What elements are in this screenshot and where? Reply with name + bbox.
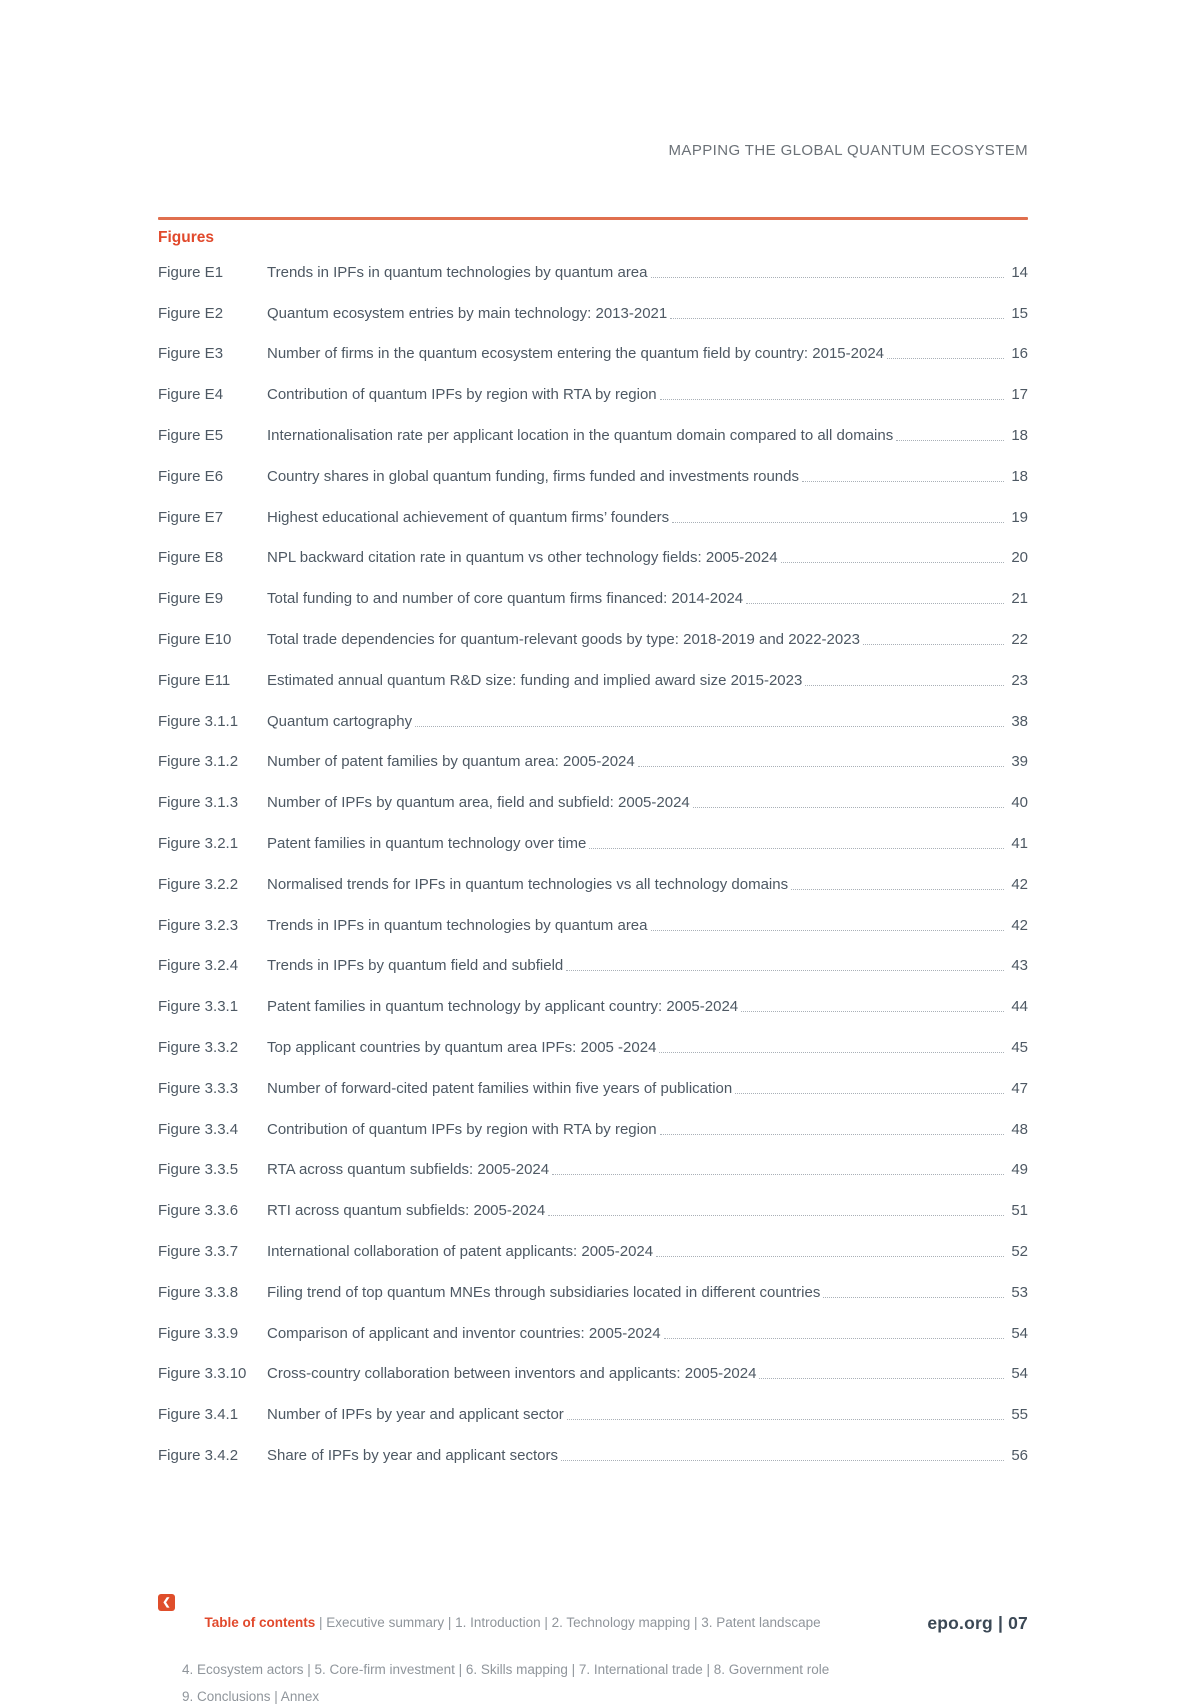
figure-entry[interactable]	[158, 342, 1028, 363]
figure-entry-page: 45	[1011, 1038, 1028, 1056]
figure-entry-title: Trends in IPFs by quantum field and subfield	[267, 957, 564, 975]
figure-entry-title: Estimated annual quantum R&D size: funding and implied award size 2015-2023	[267, 671, 803, 689]
figure-entry-label: Figure E8	[158, 549, 224, 567]
figure-entry[interactable]	[158, 831, 1028, 852]
footer-link-table-of-contents[interactable]: Table of contents	[204, 1615, 316, 1630]
dotted-leader	[781, 562, 1004, 563]
figure-list	[158, 260, 1028, 1464]
footer-site-pagenumber	[897, 1593, 1028, 1653]
figure-entry-page: 42	[1011, 875, 1028, 893]
figure-entry-page: 18	[1011, 426, 1028, 444]
figure-entry-label: Figure 3.3.7	[158, 1242, 239, 1260]
figure-entry[interactable]	[158, 1402, 1028, 1423]
figure-entry-title: Trends in IPFs in quantum technologies by quantum area	[267, 263, 648, 281]
figure-entry[interactable]	[158, 546, 1028, 567]
figure-entry-page: 54	[1011, 1324, 1028, 1342]
figure-entry-label: Figure E10	[158, 630, 232, 648]
figure-entry-title: Number of forward-cited patent families within five years of publication	[267, 1079, 733, 1097]
figure-entry-title: Patent families in quantum technology over time	[267, 834, 587, 852]
figure-entry-label: Figure 3.3.5	[158, 1161, 239, 1179]
footer-divider: |	[992, 1613, 1009, 1633]
dotted-leader	[548, 1215, 1004, 1216]
figure-entry-title: Normalised trends for IPFs in quantum technologies vs all technology domains	[267, 875, 789, 893]
figure-entry[interactable]	[158, 954, 1028, 975]
figure-entry-title: Highest educational achievement of quantum firms’ founders	[267, 508, 670, 526]
figure-entry[interactable]	[158, 1076, 1028, 1097]
figure-entry-page: 54	[1011, 1365, 1028, 1383]
figure-entry-label: Figure E9	[158, 590, 224, 608]
figure-entry-page: 17	[1011, 386, 1028, 404]
dotted-leader	[660, 399, 1004, 400]
figure-entry-page: 43	[1011, 957, 1028, 975]
footer-nav-text-3[interactable]: 9. Conclusions | Annex	[182, 1689, 320, 1704]
footer-site: epo.org	[927, 1613, 993, 1633]
figure-entry-label: Figure 3.4.2	[158, 1446, 239, 1464]
dotted-leader	[887, 358, 1004, 359]
figure-entry-title: Cross-country collaboration between inventors and applicants: 2005-2024	[267, 1365, 757, 1383]
figure-entry-title: Share of IPFs by year and applicant sectors	[267, 1446, 558, 1464]
figure-entry-title: RTA across quantum subfields: 2005-2024	[267, 1161, 550, 1179]
dotted-leader	[823, 1297, 1004, 1298]
figure-entry-page: 44	[1011, 998, 1028, 1016]
figure-entry-page: 42	[1011, 916, 1028, 934]
figure-entry-title: Number of firms in the quantum ecosystem entering the quantum field by country: 2015-2024	[267, 345, 884, 363]
figure-entry-label: Figure 3.1.3	[158, 794, 239, 812]
figure-entry-label: Figure 3.3.6	[158, 1202, 239, 1220]
figure-entry-page: 40	[1011, 794, 1028, 812]
figure-entry-label: Figure 3.3.9	[158, 1324, 239, 1342]
figure-entry[interactable]	[158, 260, 1028, 281]
figure-entry-page: 53	[1011, 1283, 1028, 1301]
dotted-leader	[651, 277, 1005, 278]
figure-entry-title: Comparison of applicant and inventor countries: 2005-2024	[267, 1324, 661, 1342]
figure-entry[interactable]	[158, 1280, 1028, 1301]
figure-entry-page: 49	[1011, 1161, 1028, 1179]
figure-entry[interactable]	[158, 790, 1028, 811]
figure-entry-label: Figure E5	[158, 426, 224, 444]
figure-entry-label: Figure 3.3.1	[158, 998, 239, 1016]
figure-entry[interactable]	[158, 668, 1028, 689]
figure-entry[interactable]	[158, 1321, 1028, 1342]
figure-entry-label: Figure E3	[158, 345, 224, 363]
figure-entry[interactable]	[158, 1158, 1028, 1179]
figure-entry-page: 56	[1011, 1446, 1028, 1464]
figure-entry-title: Top applicant countries by quantum area IPFs: 2005 -2024	[267, 1038, 657, 1056]
dotted-leader	[735, 1093, 1004, 1094]
figure-entry-page: 23	[1011, 671, 1028, 689]
figure-entry[interactable]	[158, 1443, 1028, 1464]
figure-entry-page: 48	[1011, 1120, 1028, 1138]
dotted-leader	[759, 1378, 1004, 1379]
dotted-leader	[660, 1134, 1004, 1135]
dotted-leader	[791, 889, 1004, 890]
figure-entry-title: Country shares in global quantum funding, firms funded and investments rounds	[267, 467, 799, 485]
figure-entry-page: 20	[1011, 549, 1028, 567]
figure-entry-page: 41	[1011, 834, 1028, 852]
figure-entry[interactable]	[158, 1198, 1028, 1219]
figure-entry-page: 52	[1011, 1242, 1028, 1260]
section-divider	[158, 217, 1028, 220]
figure-entry[interactable]	[158, 1362, 1028, 1383]
dotted-leader	[863, 644, 1004, 645]
footer-page-number: 07	[1008, 1613, 1028, 1633]
dotted-leader	[670, 318, 1004, 319]
figure-entry[interactable]	[158, 423, 1028, 444]
figure-entry-label: Figure E11	[158, 671, 231, 689]
figure-entry-page: 47	[1011, 1079, 1028, 1097]
figure-entry-page: 14	[1011, 263, 1028, 281]
dotted-leader	[566, 970, 1004, 971]
figure-entry-title: Total trade dependencies for quantum-relevant goods by type: 2018-2019 and 2022-2023	[267, 630, 860, 648]
dotted-leader	[415, 726, 1004, 727]
figure-entry-title: Trends in IPFs in quantum technologies by quantum area	[267, 916, 648, 934]
dotted-leader	[561, 1460, 1004, 1461]
figure-entry-page: 18	[1011, 467, 1028, 485]
dotted-leader	[805, 685, 1004, 686]
figure-entry-label: Figure 3.2.2	[158, 875, 239, 893]
figure-entry[interactable]	[158, 301, 1028, 322]
dotted-leader	[552, 1174, 1004, 1175]
figure-entry-page: 19	[1011, 508, 1028, 526]
figure-entry-label: Figure 3.1.2	[158, 753, 239, 771]
figure-entry-title: Patent families in quantum technology by applicant country: 2005-2024	[267, 998, 739, 1016]
dotted-leader	[664, 1338, 1004, 1339]
back-chevron-icon[interactable]: ❮	[158, 1594, 175, 1611]
figure-entry-title: NPL backward citation rate in quantum vs other technology fields: 2005-2024	[267, 549, 778, 567]
dotted-leader	[567, 1419, 1004, 1420]
figure-entry[interactable]	[158, 1117, 1028, 1138]
figure-entry-title: International collaboration of patent applicants: 2005-2024	[267, 1242, 654, 1260]
figure-entry-label: Figure E4	[158, 386, 224, 404]
figure-entry[interactable]	[158, 913, 1028, 934]
document-page	[158, 0, 1028, 1484]
figure-entry-page: 55	[1011, 1406, 1028, 1424]
figure-entry-title: Quantum cartography	[267, 712, 413, 730]
figure-entry[interactable]	[158, 464, 1028, 485]
figure-entry-label: Figure 3.3.2	[158, 1038, 239, 1056]
figure-entry[interactable]	[158, 1035, 1028, 1056]
dotted-leader	[589, 848, 1004, 849]
dotted-leader	[746, 603, 1004, 604]
figure-entry[interactable]	[158, 382, 1028, 403]
figure-entry[interactable]	[158, 627, 1028, 648]
dotted-leader	[693, 807, 1004, 808]
figure-entry[interactable]	[158, 872, 1028, 893]
figure-entry-page: 38	[1011, 712, 1028, 730]
figure-entry-label: Figure 3.2.4	[158, 957, 239, 975]
figure-entry-label: Figure E7	[158, 508, 224, 526]
figure-entry-page: 51	[1011, 1202, 1028, 1220]
figure-entry-title: RTI across quantum subfields: 2005-2024	[267, 1202, 546, 1220]
figure-entry-title: Number of IPFs by year and applicant sector	[267, 1406, 564, 1424]
dotted-leader	[638, 766, 1004, 767]
figure-entry[interactable]	[158, 750, 1028, 771]
figure-entry-label: Figure 3.3.8	[158, 1283, 239, 1301]
figure-entry-label: Figure E2	[158, 304, 224, 322]
figure-entry-title: Number of IPFs by quantum area, field and subfield: 2005-2024	[267, 794, 690, 812]
figure-entry[interactable]	[158, 994, 1028, 1015]
figure-entry-title: Filing trend of top quantum MNEs through subsidiaries located in different countries	[267, 1283, 821, 1301]
figure-entry-title: Internationalisation rate per applicant location in the quantum domain compared to all domains	[267, 426, 894, 444]
footer-nav-line1	[158, 1593, 1028, 1653]
footer-nav-text-2[interactable]: 4. Ecosystem actors | 5. Core-firm investment | 6. Skills mapping | 7. International trade | 8. Government role	[182, 1662, 830, 1677]
figure-entry-label: Figure 3.3.3	[158, 1079, 239, 1097]
footer-nav-text-1[interactable]: | Executive summary | 1. Introduction | 2. Technology mapping | 3. Patent landscape	[315, 1615, 821, 1630]
figure-entry-page: 22	[1011, 630, 1028, 648]
figure-entry-label: Figure E6	[158, 467, 224, 485]
figure-entry-label: Figure 3.4.1	[158, 1406, 239, 1424]
figure-entry[interactable]	[158, 1239, 1028, 1260]
figure-entry-label: Figure 3.2.1	[158, 834, 239, 852]
figure-entry-label: Figure 3.3.4	[158, 1120, 239, 1138]
page-footer	[158, 1593, 1028, 1707]
figure-entry-title: Number of patent families by quantum area: 2005-2024	[267, 753, 635, 771]
figure-entry-label: Figure E1	[158, 263, 224, 281]
figure-entry-title: Total funding to and number of core quantum firms financed: 2014-2024	[267, 590, 744, 608]
figure-entry-page: 39	[1011, 753, 1028, 771]
dotted-leader	[656, 1256, 1004, 1257]
dotted-leader	[741, 1011, 1004, 1012]
dotted-leader	[672, 522, 1004, 523]
figure-entry-title: Quantum ecosystem entries by main technology: 2013-2021	[267, 304, 668, 322]
figure-entry[interactable]	[158, 586, 1028, 607]
figure-entry-page: 21	[1011, 590, 1028, 608]
figure-entry-page: 15	[1011, 304, 1028, 322]
figure-entry-title: Contribution of quantum IPFs by region with RTA by region	[267, 386, 657, 404]
dotted-leader	[659, 1052, 1004, 1053]
figure-entry-label: Figure 3.3.10	[158, 1365, 247, 1383]
figure-entry-label: Figure 3.1.1	[158, 712, 239, 730]
dotted-leader	[651, 930, 1005, 931]
dotted-leader	[896, 440, 1004, 441]
document-header-title: MAPPING THE GLOBAL QUANTUM ECOSYSTEM	[668, 142, 1028, 159]
figure-entry[interactable]	[158, 709, 1028, 730]
figure-entry-page: 16	[1011, 345, 1028, 363]
figure-entry-title: Contribution of quantum IPFs by region with RTA by region	[267, 1120, 657, 1138]
figure-entry-label: Figure 3.2.3	[158, 916, 239, 934]
figures-heading: Figures	[158, 229, 214, 246]
dotted-leader	[802, 481, 1004, 482]
figure-entry[interactable]	[158, 505, 1028, 526]
